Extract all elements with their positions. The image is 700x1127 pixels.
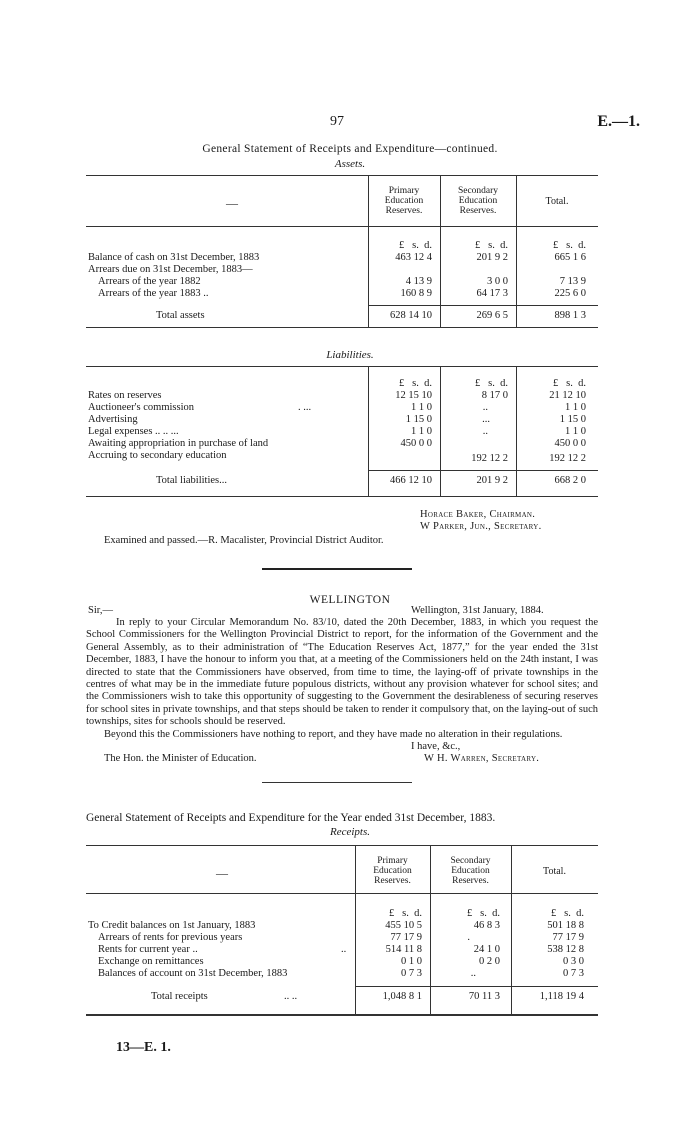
liability-row-label: Advertising bbox=[88, 414, 138, 425]
asset-row-secondary: 201 9 2 bbox=[476, 252, 508, 263]
table3-header-rule bbox=[86, 893, 598, 894]
col-primary-line2: Education bbox=[384, 196, 424, 206]
letter-closing: I have, &c., bbox=[411, 741, 461, 752]
total-receipts-dots: .. .. bbox=[284, 991, 298, 1002]
total-liabilities-primary: 466 12 10 bbox=[390, 475, 432, 486]
col-secondary-line3: Reserves. bbox=[452, 876, 489, 886]
liability-row-total: 192 12 2 bbox=[549, 453, 586, 464]
currency-primary: £ s. d. bbox=[389, 908, 422, 919]
liability-row-secondary: ... bbox=[482, 414, 490, 425]
liability-row-secondary: 192 12 2 bbox=[471, 453, 508, 464]
dateline: Wellington, 31st January, 1884. bbox=[411, 605, 544, 616]
liability-row-primary: 1 1 0 bbox=[411, 402, 432, 413]
asset-row-label: Arrears of the year 1882 bbox=[98, 276, 201, 287]
currency-total: £ s. d. bbox=[553, 378, 586, 389]
currency-secondary: £ s. d. bbox=[467, 908, 500, 919]
section3-title: General Statement of Receipts and Expenditure for the Year ended 31st December, 1883. bbox=[86, 812, 496, 824]
liability-row-total: 1 15 0 bbox=[559, 414, 586, 425]
total-assets-primary: 628 14 10 bbox=[390, 310, 432, 321]
receipt-row-label: Rents for current year .. bbox=[98, 944, 198, 955]
col-primary-line1: Primary bbox=[377, 856, 408, 866]
table3-bottom-rule bbox=[86, 1014, 598, 1016]
receipt-row-label: Exchange on remittances bbox=[98, 956, 204, 967]
asset-row-label: Arrears due on 31st December, 1883— bbox=[88, 264, 253, 275]
liability-row-total: 1 1 0 bbox=[565, 426, 586, 437]
total-receipts-secondary: 70 11 3 bbox=[468, 991, 500, 1002]
liability-row-primary: 12 15 10 bbox=[395, 390, 432, 401]
liability-row-primary: 1 15 0 bbox=[405, 414, 432, 425]
table2-divider-2 bbox=[440, 366, 441, 496]
receipt-row-secondary: 46 8 3 bbox=[473, 920, 500, 931]
receipt-row-label: Balances of account on 31st December, 1883 bbox=[98, 968, 288, 979]
liability-row-total: 450 0 0 bbox=[554, 438, 586, 449]
col-primary-header bbox=[368, 186, 440, 216]
currency-total: £ s. d. bbox=[551, 908, 584, 919]
receipt-row-label: Arrears of rents for previous years bbox=[98, 932, 243, 943]
assets-total-rule bbox=[368, 305, 598, 306]
receipt-row-secondary: 24 1 0 bbox=[473, 944, 500, 955]
section1-title: General Statement of Receipts and Expenditure—continued. bbox=[202, 143, 498, 155]
col-secondary-header bbox=[440, 186, 516, 216]
letter-addressee: The Hon. the Minister of Education. bbox=[104, 753, 257, 764]
currency-primary: £ s. d. bbox=[399, 378, 432, 389]
signature-mark: 13—E. 1. bbox=[116, 1040, 171, 1055]
receipt-row-label: To Credit balances on 1st January, 1883 bbox=[88, 920, 256, 931]
receipt-row-total: 0 3 0 bbox=[563, 956, 584, 967]
audit-statement: Examined and passed.—R. Macalister, Provincial District Auditor. bbox=[104, 535, 384, 546]
liability-row-secondary: 8 17 0 bbox=[481, 390, 508, 401]
liability-row-secondary: .. bbox=[482, 426, 488, 437]
table2-divider-1 bbox=[368, 366, 369, 496]
liability-row-label: Rates on reserves bbox=[88, 390, 162, 401]
col-primary-line3: Reserves. bbox=[385, 206, 423, 216]
receipt-row-secondary: . bbox=[467, 932, 470, 943]
total-liabilities-total: 668 2 0 bbox=[554, 475, 586, 486]
liability-row-primary: 1 1 0 bbox=[411, 426, 432, 437]
total-assets-total: 898 1 3 bbox=[554, 310, 586, 321]
table2-divider-3 bbox=[516, 366, 517, 496]
col-secondary-line3: Reserves. bbox=[459, 206, 497, 216]
receipt-row-secondary: 0 2 0 bbox=[479, 956, 500, 967]
col-secondary-line2: Education bbox=[451, 866, 490, 876]
letter-paragraph-2: Beyond this the Commissioners have nothing to report, and they have made no alteration in their regulations. bbox=[104, 729, 563, 740]
currency-primary: £ s. d. bbox=[399, 240, 432, 251]
table1-header-rule bbox=[86, 226, 598, 227]
section-divider-2 bbox=[262, 782, 412, 783]
liability-row-label: Legal expenses .. .. ... bbox=[88, 426, 179, 437]
col-secondary-line1: Secondary bbox=[457, 186, 499, 196]
liability-row-label: Accruing to secondary education bbox=[88, 450, 227, 461]
col-secondary-line1: Secondary bbox=[450, 856, 491, 866]
currency-total: £ s. d. bbox=[553, 240, 586, 251]
liability-row-secondary: .. bbox=[482, 402, 488, 413]
total-assets-label: Total assets bbox=[156, 310, 205, 321]
receipt-row-total: 538 12 8 bbox=[547, 944, 584, 955]
total-liabilities-label: Total liabilities... bbox=[156, 475, 228, 486]
col-primary-header bbox=[355, 856, 430, 886]
asset-row-primary: 160 8 9 bbox=[400, 288, 432, 299]
liability-row-label: Auctioneer's commission bbox=[88, 402, 194, 413]
receipts-heading: Receipts. bbox=[329, 826, 370, 838]
liability-row-total: 1 1 0 bbox=[565, 402, 586, 413]
total-receipts-label: Total receipts bbox=[151, 991, 208, 1002]
section-divider bbox=[262, 568, 412, 570]
receipt-row-dots: .. bbox=[341, 944, 347, 955]
liability-row-primary: 450 0 0 bbox=[400, 438, 432, 449]
asset-row-total: 7 13 9 bbox=[559, 276, 586, 287]
total-receipts-total: 1,118 19 4 bbox=[539, 991, 584, 1002]
col-primary-line3: Reserves. bbox=[374, 876, 411, 886]
col-total-header: Total. bbox=[543, 866, 566, 877]
receipt-row-primary: 0 1 0 bbox=[401, 956, 422, 967]
salutation: Sir,— bbox=[88, 605, 113, 616]
receipt-row-total: 77 17 9 bbox=[552, 932, 584, 943]
total-receipts-primary: 1,048 8 1 bbox=[382, 991, 422, 1002]
table1-bottom-rule bbox=[86, 327, 598, 328]
total-assets-secondary: 269 6 5 bbox=[476, 310, 508, 321]
receipts-total-rule bbox=[355, 986, 598, 987]
asset-row-primary: 463 12 4 bbox=[395, 252, 432, 263]
table1-top-rule bbox=[86, 175, 598, 176]
total-liabilities-secondary: 201 9 2 bbox=[476, 475, 508, 486]
table2-top-rule bbox=[86, 366, 598, 367]
col-secondary-header bbox=[430, 856, 511, 886]
liabilities-heading: Liabilities. bbox=[326, 349, 374, 361]
liability-row-dots: . ... bbox=[298, 402, 312, 413]
liabilities-total-rule bbox=[368, 470, 598, 471]
table2-bottom-rule bbox=[86, 496, 598, 497]
page-number: 97 bbox=[330, 114, 344, 129]
signature-chairman: Horace Baker, Chairman. bbox=[420, 509, 536, 520]
liability-row-total: 21 12 10 bbox=[549, 390, 586, 401]
document-reference: E.—1. bbox=[597, 113, 640, 130]
asset-row-total: 225 6 0 bbox=[554, 288, 586, 299]
receipt-row-primary: 0 7 3 bbox=[401, 968, 422, 979]
col-total-header: Total. bbox=[545, 196, 569, 207]
currency-secondary: £ s. d. bbox=[475, 240, 508, 251]
liability-row-label: Awaiting appropriation in purchase of land bbox=[88, 438, 269, 449]
assets-heading: Assets. bbox=[334, 158, 366, 170]
col-primary-line2: Education bbox=[373, 866, 412, 876]
receipt-row-total: 0 7 3 bbox=[563, 968, 584, 979]
asset-row-total: 665 1 6 bbox=[554, 252, 586, 263]
receipt-row-secondary: .. bbox=[470, 968, 476, 979]
letter-signature: W H. Warren, Secretary. bbox=[424, 753, 540, 764]
letter-paragraph-1: In reply to your Circular Memorandum No. 83/10, dated the 20th December, 1883, in which you request the School Commissioners for the Wellington Provincial District to report, for the information of the Government and the General Assembly, as to their administration of “The Education Reserves Act, 1877,” for the year ended the 31st December, 1883, I have the honour to inform you that, at a meeting of the Commissioners held on the 24th instant, I was directed to state that the Commissioners have observed, from time to time, the laying-off of private townships in the centres of what may be in the immediate future populous districts, without any provision whatever for school sites; and the Commissioners wish to take this opportunity of suggesting to the Government the desirableness of securing reserves for school sites in private townships, and that steps should be taken to render it compulsory that, on the laying-out of such townships, sites for schools should be reserved. bbox=[86, 617, 598, 728]
col-secondary-line2: Education bbox=[458, 196, 498, 206]
column-dash: — bbox=[226, 196, 238, 210]
asset-row-secondary: 64 17 3 bbox=[476, 288, 508, 299]
table3-top-rule bbox=[86, 845, 598, 846]
signature-secretary: W Parker, Jun., Secretary. bbox=[420, 521, 542, 532]
receipt-row-primary: 77 17 9 bbox=[390, 932, 422, 943]
col-primary-line1: Primary bbox=[388, 186, 420, 196]
column-dash: — bbox=[216, 866, 228, 880]
wellington-heading: WELLINGTON bbox=[309, 594, 391, 606]
asset-row-label: Arrears of the year 1883 .. bbox=[98, 288, 209, 299]
asset-row-label: Balance of cash on 31st December, 1883 bbox=[88, 252, 260, 263]
currency-secondary: £ s. d. bbox=[475, 378, 508, 389]
receipt-row-primary: 455 10 5 bbox=[385, 920, 422, 931]
receipt-row-primary: 514 11 8 bbox=[385, 944, 422, 955]
asset-row-secondary: 3 0 0 bbox=[487, 276, 508, 287]
asset-row-primary: 4 13 9 bbox=[405, 276, 432, 287]
receipt-row-total: 501 18 8 bbox=[547, 920, 584, 931]
